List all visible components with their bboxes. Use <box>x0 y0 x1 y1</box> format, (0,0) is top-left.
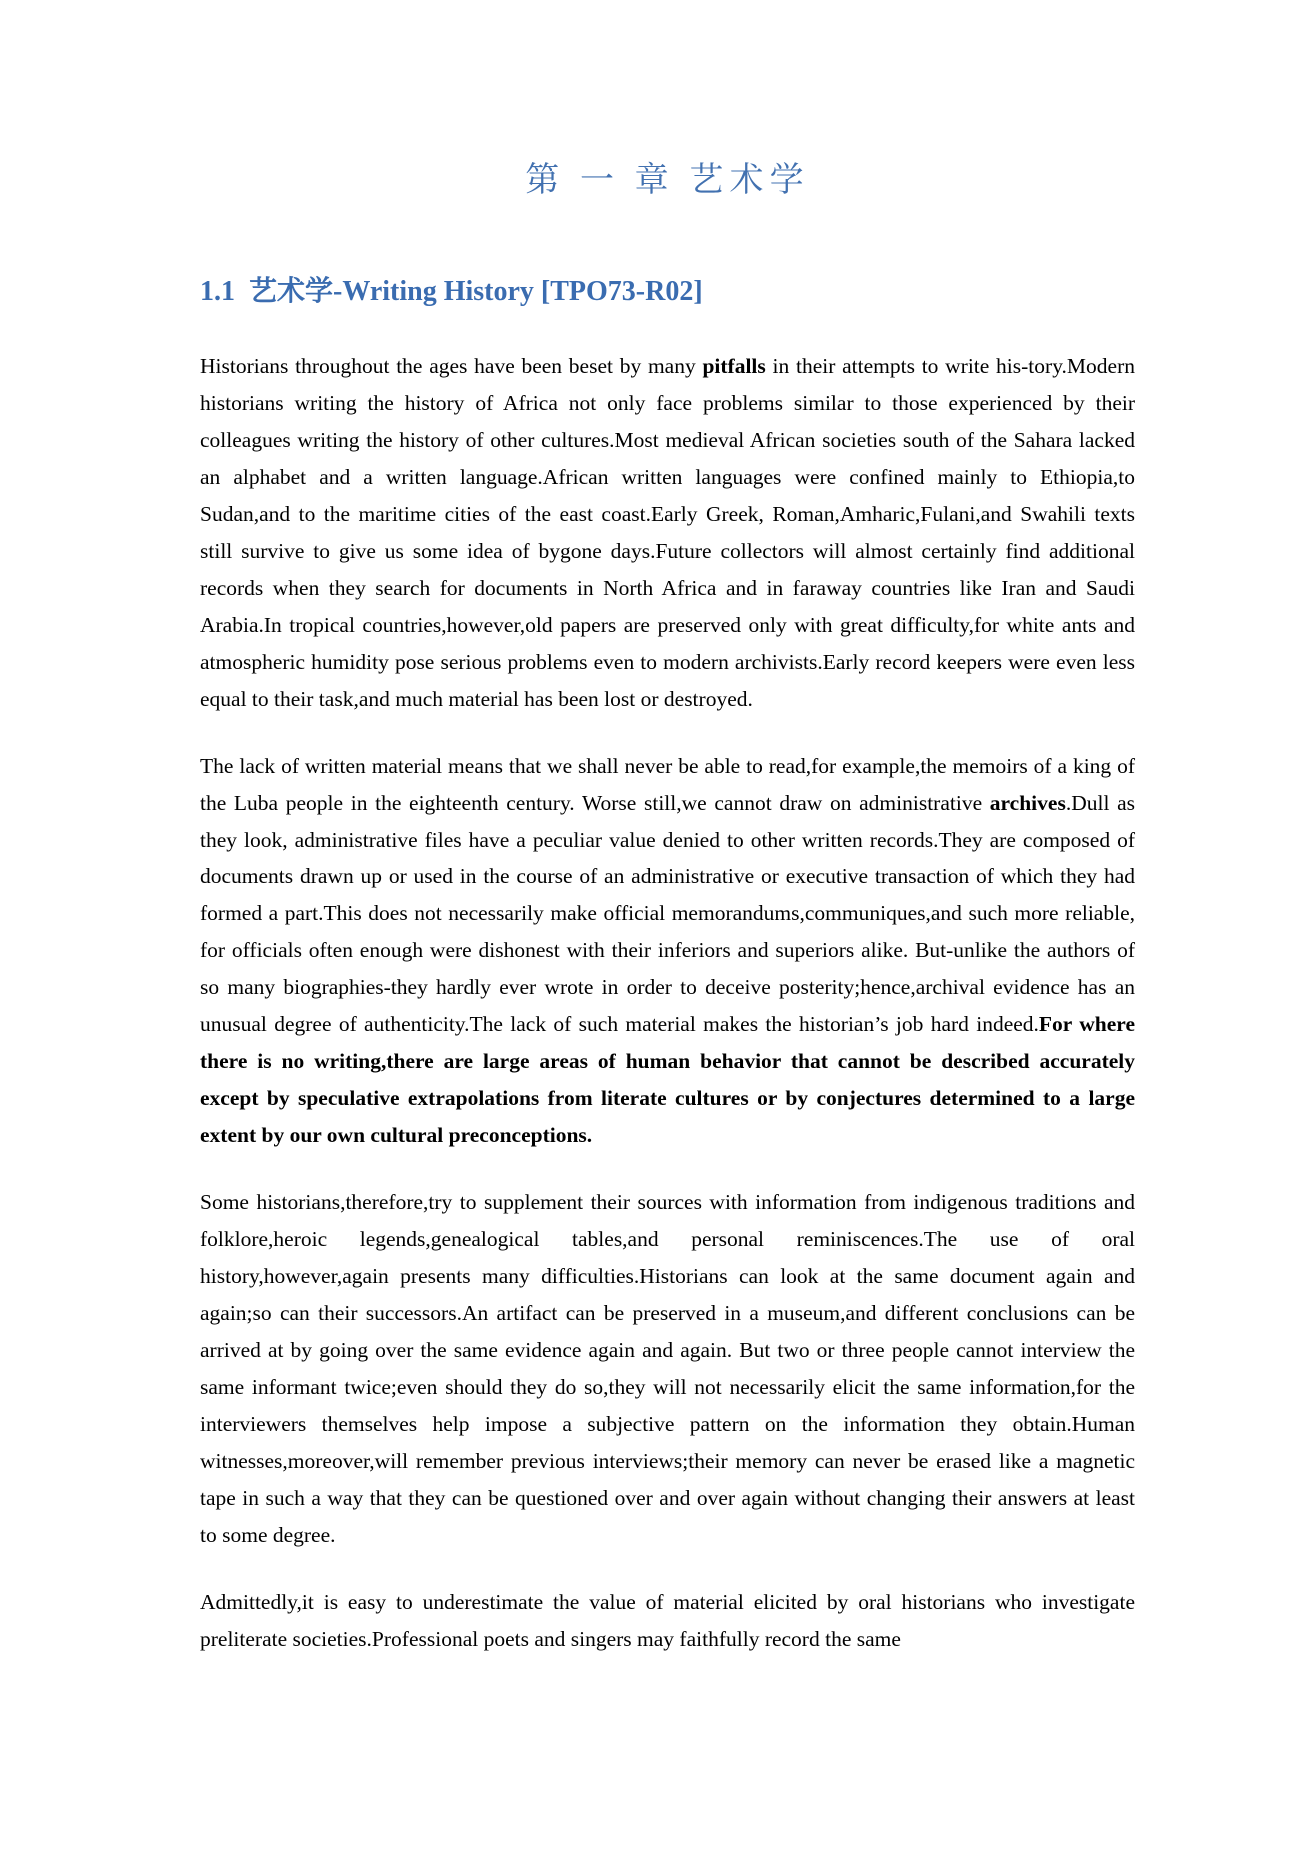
body-paragraph-3 <box>200 1154 1135 1554</box>
section-number: 1.1 <box>200 275 235 307</box>
body-text: .Dull as they look, administrative files have a peculiar value denied to other written records.They are composed of documents drawn up or used in the course of an administrative or executive transaction of which they had formed a part.This does not necessarily make official memorandums,communiques,and such more reliable, for officials often enough were dishonest with their inferiors and superiors alike. But-unlike the authors of so many biographies-they hardly ever wrote in order to deceive posterity;hence,archival evidence has an unusual degree of authenticity.The lack of such material makes the historian’s job hard indeed. <box>200 790 1135 1037</box>
body-text: The lack of written material means that we shall never be able to read,for example,the memoirs of a king of the Luba people in the eighteenth century. Worse still,we cannot draw on administrative <box>200 753 1135 815</box>
chapter-title: 第 一 章 艺术学 <box>525 162 810 199</box>
emphasis-text: pitfalls <box>702 353 766 378</box>
section-title-latin: -Writing History [TPO73-R02] <box>333 275 703 307</box>
body-paragraph-1 <box>200 310 1135 718</box>
emphasis-text: For where there is no writing,there are large areas of human behavior that cannot be described accurately except by speculative extrapolations from literate cultures or by conjectures determined to a large extent by our own cultural preconceptions. <box>200 1012 1136 1148</box>
body-text: Admittedly,it is easy to underestimate the value of material elicited by oral historians who investigate preliterate societies.Professional poets and singers may faithfully record the same <box>200 1589 1135 1651</box>
page-content <box>200 0 1135 1658</box>
body-paragraph-4 <box>200 1554 1135 1658</box>
section-title-cjk: 艺术学 <box>249 273 334 307</box>
body-text: Some historians,therefore,try to supplement their sources with information from indigenous traditions and folklore,heroic legends,genealogical tables,and personal reminiscences.The use of oral history,however,again presents many difficulties.Historians can look at the same document again and again;so can their successors.An artifact can be preserved in a museum,and different conclusions can be arrived at by going over the same evidence again and again. But two or three people cannot interview the same informant twice;even should they do so,they will not necessarily elicit the same information,for the interviewers themselves help impose a subjective pattern on the information they obtain.Human witnesses,moreover,will remember previous interviews;their memory can never be erased like a magnetic tape in such a way that they can be questioned over and over again without changing their answers at least to some degree. <box>200 1190 1135 1547</box>
body-paragraph-2 <box>200 718 1135 1155</box>
emphasis-text: archives <box>989 790 1066 815</box>
body-text: Historians throughout the ages have been beset by many <box>200 353 703 378</box>
body-text: in their attempts to write his-tory.Modern historians writing the history of Africa not only face problems similar to those experienced by their colleagues writing the history of other cultures.Most medieval African societies south of the Sahara lacked an alphabet and a written language.African written languages were confined mainly to Ethiopia,to Sudan,and to the maritime cities of the east coast.Early Greek, Roman,Amharic,Fulani,and Swahili texts still survive to give us some idea of bygone days.Future collectors will almost certainly find additional records when they search for documents in North Africa and in faraway countries like Iran and Saudi Arabia.In tropical countries,however,old papers are preserved only with great difficulty,for white ants and atmospheric humidity pose serious problems even to modern archivists.Early record keepers were even less equal to their task,and much material has been lost or destroyed. <box>200 353 1135 711</box>
section-heading <box>200 203 1135 310</box>
